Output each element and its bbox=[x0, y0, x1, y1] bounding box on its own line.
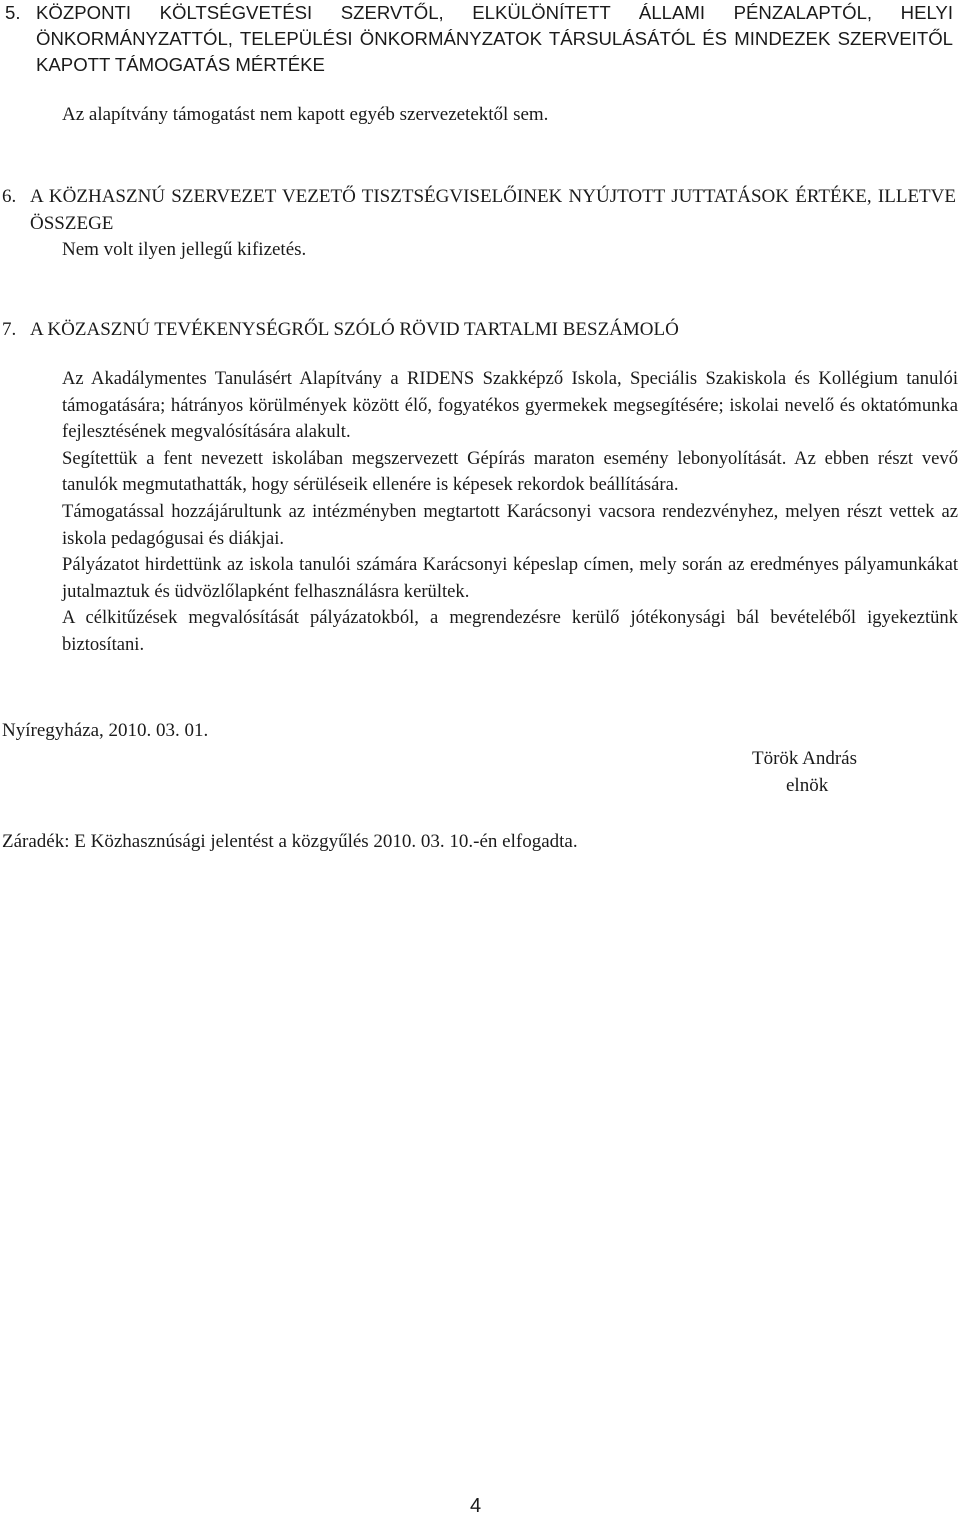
section-7-title: A KÖZASZNÚ TEVÉKENYSÉGRŐL SZÓLÓ RÖVID TARTALMI BESZÁMOLÓ bbox=[30, 319, 679, 340]
section-5-text: Az alapítvány támogatást nem kapott egyéb szervezetektől sem. bbox=[62, 104, 549, 125]
section-6-text: Nem volt ilyen jellegű kifizetés. bbox=[62, 239, 307, 260]
place-date: Nyíregyháza, 2010. 03. 01. bbox=[2, 720, 209, 741]
page-number: 4 bbox=[470, 1495, 482, 1517]
section-7-body bbox=[62, 366, 958, 659]
section-5-heading bbox=[5, 0, 953, 78]
section-6-heading bbox=[2, 183, 956, 237]
section-7-number: 7. bbox=[2, 319, 17, 340]
section-7-paragraph: Támogatással hozzájárultunk az intézményben megtartott Karácsonyi vacsora rendezvényhez, melyen részt vettek az iskola pedagógusai és diákjai. bbox=[62, 500, 958, 549]
section-6-title: A KÖZHASZNÚ SZERVEZET VEZETŐ TISZTSÉGVISELŐINEK NYÚJTOTT JUTTATÁSOK ÉRTÉKE, ILLETVE ÖSSZEGE bbox=[30, 186, 956, 234]
section-5-title: KÖZPONTI KÖLTSÉGVETÉSI SZERVTŐL, ELKÜLÖNÍTETT ÁLLAMI PÉNZALAPTÓL, HELYI ÖNKORMÁNYZATTÓL, TELEPÜLÉSI ÖNKORMÁNYZATOK TÁRSULÁSÁTÓL ÉS MINDEZEK SZERVEITŐL KAPOTT TÁMOGATÁS MÉRTÉKE bbox=[36, 2, 953, 75]
section-5-number: 5. bbox=[5, 2, 21, 23]
section-7-paragraph: Pályázatot hirdettünk az iskola tanulói számára Karácsonyi képeslap címen, mely során az eredményes pályamunkákat jutalmaztuk és üdvözlőlapként felhasználásra kerültek. bbox=[62, 554, 958, 602]
section-6-number: 6. bbox=[2, 186, 17, 207]
section-7-heading bbox=[2, 316, 956, 343]
section-7-paragraph: Segítettük a fent nevezett iskolában megszervezett Gépírás maraton esemény lebonyolítását. Az ebben részt vevő tanulók megmutathatták, hogy sérüléseik ellenére is képesek rekordok beállítására. bbox=[62, 447, 958, 496]
signer-name: Török András bbox=[752, 748, 858, 769]
signature-block bbox=[752, 745, 857, 799]
signer-role: elnök bbox=[786, 775, 829, 796]
section-7-paragraph: Az Akadálymentes Tanulásért Alapítvány a RIDENS Szakképző Iskola, Speciális Szakiskola és Kollégium tanulói támogatására; hátrányos körülmények között élő, fogyatékos gyermekek megsegítésére; iskolai nevelő és oktatómunka fejlesztésének megvalósítására alakult. bbox=[62, 368, 958, 443]
section-7-paragraph: A célkitűzések megvalósítását pályázatokból, a megrendezésre kerülő jótékonysági bál bevételéből igyekeztünk biztosítani. bbox=[62, 607, 958, 655]
approval-clause: Záradék: E Közhasznúsági jelentést a közgyűlés 2010. 03. 10.-én elfogadta. bbox=[2, 831, 578, 852]
